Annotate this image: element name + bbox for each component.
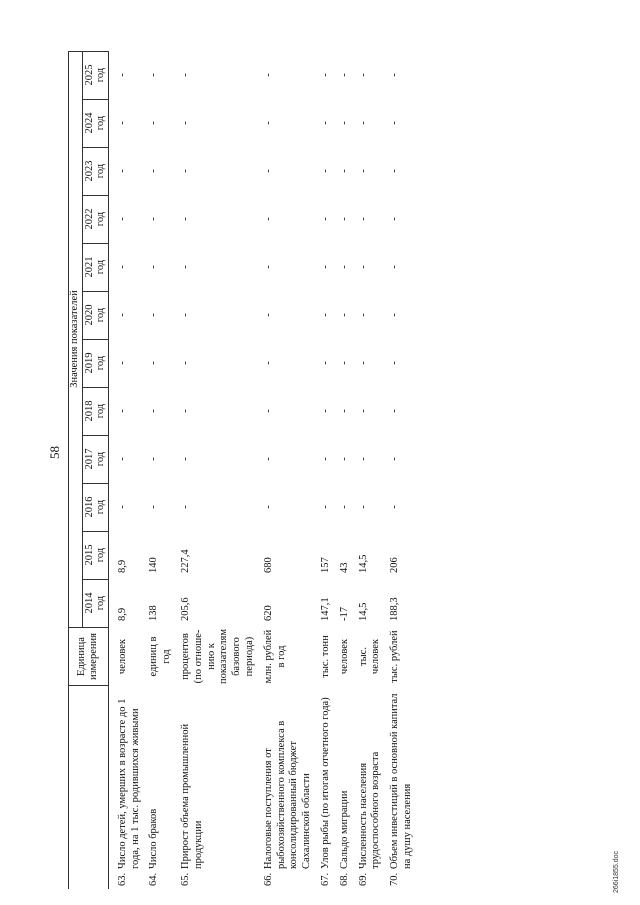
value-2019: - [262, 361, 274, 365]
value-2023: - [148, 169, 160, 173]
header-year-label: 2022 [83, 208, 95, 230]
value-2016: - [148, 505, 160, 509]
value-2016: - [357, 505, 369, 509]
value-2020: - [320, 313, 332, 317]
value-2021: - [320, 265, 332, 269]
value-2017: - [262, 457, 274, 461]
header-year-2025 [82, 51, 108, 99]
value-2017: - [116, 457, 128, 461]
header-year-label: 2015 [83, 544, 95, 566]
indicator-name: Численность населения трудоспособного возраста [357, 751, 382, 869]
value-2024: - [357, 121, 369, 125]
value-2015: 43 [338, 562, 350, 574]
value-2017: - [357, 457, 369, 461]
value-2022: - [180, 217, 192, 221]
table-body [108, 51, 420, 889]
value-2014: 188,3 [389, 597, 401, 622]
indicator-unit: млн. рублей в год [262, 629, 287, 684]
value-2014: 147,1 [320, 597, 332, 622]
row-number: 66. [262, 872, 274, 886]
value-2014: 205,6 [180, 597, 192, 622]
table-row [180, 51, 263, 889]
indicator-unit: тыс. рублей [389, 630, 401, 683]
indicators-table [68, 51, 421, 889]
value-2020: - [148, 313, 160, 317]
header-year-2022 [82, 195, 108, 243]
value-2022: - [116, 217, 128, 221]
value-2023: - [389, 169, 401, 173]
value-2022: - [338, 217, 350, 221]
value-2016: - [262, 505, 274, 509]
header-year-2021 [82, 243, 108, 291]
value-2024: - [148, 121, 160, 125]
value-2020: - [338, 313, 350, 317]
header-year-suffix: год [95, 403, 107, 419]
table-row [108, 51, 148, 889]
value-2018: - [116, 409, 128, 413]
value-2025: - [180, 73, 192, 77]
value-2014: 14,5 [357, 602, 369, 622]
value-2015: 227,4 [180, 549, 192, 574]
header-values-group: Значения показателей [69, 51, 83, 627]
value-2025: - [320, 73, 332, 77]
indicator-name: Число детей, умерших в возрасте до 1 года, на 1 тыс. родившихся живыми [116, 698, 141, 869]
value-2023: - [357, 169, 369, 173]
value-2024: - [116, 121, 128, 125]
table-row [339, 51, 358, 889]
value-2021: - [180, 265, 192, 269]
indicator-name: Прирост объема промышленной продукции [180, 723, 204, 869]
header-year-2020 [82, 291, 108, 339]
header-year-label: 2017 [83, 448, 95, 470]
indicator-name: Налоговые поступления от рыбохозяйственного комплекса в консолидированный бюджет Сахалинской области [262, 720, 313, 869]
indicator-name: Сальдо миграции [338, 790, 350, 869]
page-number: 58 [47, 446, 62, 459]
header-year-2016 [82, 483, 108, 531]
value-2014: 8,9 [116, 607, 128, 622]
value-2021: - [262, 265, 274, 269]
value-2023: - [338, 169, 350, 173]
header-year-suffix: год [95, 211, 107, 227]
header-year-suffix: год [95, 355, 107, 371]
value-2017: - [148, 457, 160, 461]
value-2023: - [116, 169, 128, 173]
value-2022: - [389, 217, 401, 221]
value-2017: - [389, 457, 401, 461]
value-2015: 206 [389, 557, 401, 574]
value-2022: - [262, 217, 274, 221]
header-year-2014 [82, 579, 108, 627]
header-year-label: 2014 [83, 592, 95, 614]
header-year-2015 [82, 531, 108, 579]
value-2024: - [338, 121, 350, 125]
value-2021: - [148, 265, 160, 269]
header-year-label: 2016 [83, 496, 95, 518]
value-2025: - [357, 73, 369, 77]
value-2019: - [357, 361, 369, 365]
row-number: 68. [338, 872, 350, 886]
value-2025: - [148, 73, 160, 77]
value-2021: - [338, 265, 350, 269]
value-2022: - [320, 217, 332, 221]
table-row [389, 51, 421, 889]
value-2024: - [262, 121, 274, 125]
header-year-suffix: год [95, 67, 107, 83]
value-2021: - [357, 265, 369, 269]
value-2017: - [338, 457, 350, 461]
value-2025: - [338, 73, 350, 77]
header-year-label: 2023 [83, 160, 95, 182]
header-year-2024 [82, 99, 108, 147]
table-row [263, 51, 320, 889]
indicator-unit: человек [338, 638, 350, 675]
value-2024: - [320, 121, 332, 125]
value-2018: - [357, 409, 369, 413]
table-row [320, 51, 339, 889]
value-2019: - [116, 361, 128, 365]
indicator-unit: тыс. тонн [320, 635, 332, 678]
value-2014: 138 [148, 605, 160, 622]
value-2019: - [180, 361, 192, 365]
value-2020: - [116, 313, 128, 317]
value-2018: - [148, 409, 160, 413]
value-2016: - [180, 505, 192, 509]
value-2023: - [262, 169, 274, 173]
value-2023: - [180, 169, 192, 173]
row-number: 67. [320, 872, 332, 886]
header-year-suffix: год [95, 307, 107, 323]
value-2025: - [116, 73, 128, 77]
header-year-2018 [82, 387, 108, 435]
header-year-suffix: год [95, 499, 107, 515]
value-2024: - [389, 121, 401, 125]
value-2019: - [338, 361, 350, 365]
table-row [148, 51, 180, 889]
footer-file-code: 266i1855.doc [613, 850, 620, 893]
header-year-label: 2020 [83, 304, 95, 326]
value-2014: -17 [338, 607, 350, 622]
value-2014: 620 [262, 605, 274, 622]
value-2017: - [180, 457, 192, 461]
value-2020: - [180, 313, 192, 317]
value-2016: - [338, 505, 350, 509]
value-2022: - [357, 217, 369, 221]
table-row [358, 51, 390, 889]
value-2018: - [262, 409, 274, 413]
value-2019: - [320, 361, 332, 365]
header-unit: Единица измерения [69, 627, 109, 686]
value-2021: - [116, 265, 128, 269]
header-blank-cell [69, 686, 109, 889]
indicator-unit: единиц в год [148, 636, 173, 677]
indicator-name: Число браков [148, 808, 160, 869]
row-number: 70. [389, 872, 401, 886]
indicator-name: Улов рыбы (по итогам отчетного года) [320, 697, 332, 869]
header-year-label: 2021 [83, 256, 95, 278]
value-2015: 680 [262, 557, 274, 574]
value-2016: - [116, 505, 128, 509]
header-year-2023 [82, 147, 108, 195]
value-2018: - [338, 409, 350, 413]
value-2022: - [148, 217, 160, 221]
value-2015: 14,5 [357, 554, 369, 574]
value-2025: - [262, 73, 274, 77]
header-year-label: 2018 [83, 400, 95, 422]
row-number: 64. [148, 872, 160, 886]
header-year-suffix: год [95, 115, 107, 131]
header-year-label: 2019 [83, 352, 95, 374]
value-2015: 140 [148, 557, 160, 574]
header-year-suffix: год [95, 595, 107, 611]
header-year-2017 [82, 435, 108, 483]
value-2023: - [320, 169, 332, 173]
header-row-top [69, 51, 83, 889]
value-2015: 8,9 [116, 559, 128, 574]
value-2018: - [389, 409, 401, 413]
header-year-suffix: год [95, 259, 107, 275]
value-2025: - [389, 73, 401, 77]
value-2021: - [389, 265, 401, 269]
value-2019: - [389, 361, 401, 365]
header-year-2019 [82, 339, 108, 387]
value-2020: - [357, 313, 369, 317]
value-2020: - [262, 313, 274, 317]
indicator-unit: человек [116, 638, 128, 675]
value-2018: - [320, 409, 332, 413]
value-2016: - [320, 505, 332, 509]
header-year-suffix: год [95, 451, 107, 467]
value-2017: - [320, 457, 332, 461]
indicator-unit: тыс. человек [357, 638, 382, 675]
header-year-suffix: год [95, 547, 107, 563]
value-2015: 157 [320, 557, 332, 574]
header-year-label: 2024 [83, 112, 95, 134]
value-2016: - [389, 505, 401, 509]
indicator-unit: процентов (по отноше-нию к показателям базового периода) [180, 629, 256, 684]
row-number: 63. [116, 872, 128, 886]
value-2024: - [180, 121, 192, 125]
header-year-suffix: год [95, 163, 107, 179]
indicator-name: Объем инвестиций в основной капитал на душу населения [389, 693, 414, 869]
header-year-label: 2025 [83, 64, 95, 86]
value-2019: - [148, 361, 160, 365]
row-number: 65. [180, 872, 192, 886]
value-2018: - [180, 409, 192, 413]
row-number: 69. [357, 872, 369, 886]
value-2020: - [389, 313, 401, 317]
